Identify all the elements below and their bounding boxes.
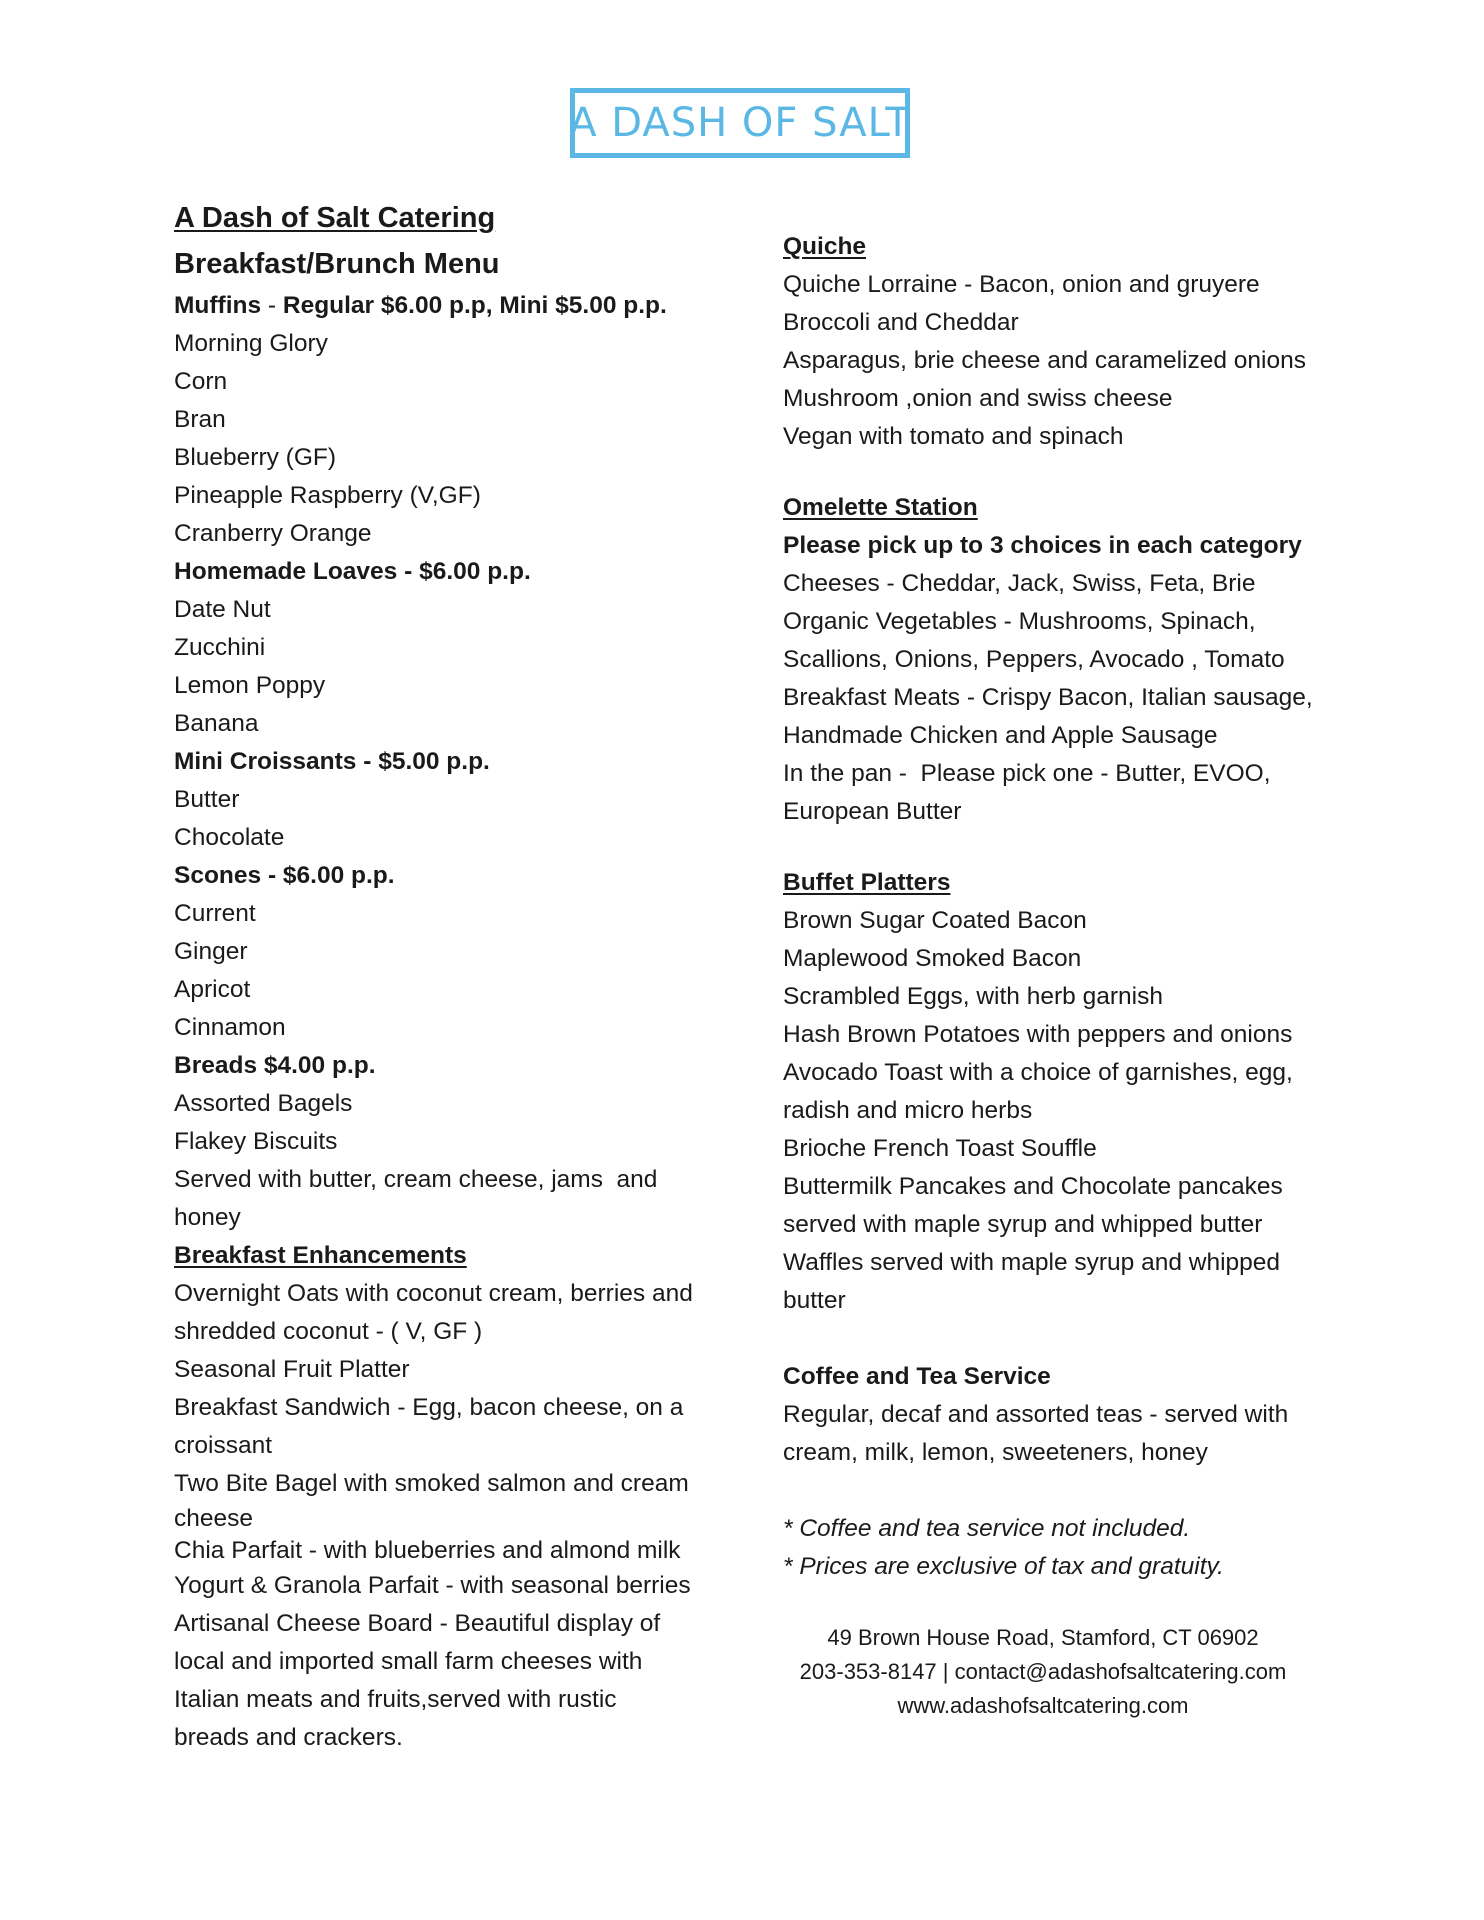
logo (570, 88, 910, 158)
list-item: Brioche French Toast Souffle (783, 1135, 1097, 1162)
list-item: Handmade Chicken and Apple Sausage (783, 722, 1218, 749)
loaves-heading: Homemade Loaves - $6.00 p.p. (174, 558, 531, 585)
list-item: Overnight Oats with coconut cream, berries and (174, 1280, 693, 1307)
list-item: Vegan with tomato and spinach (783, 423, 1124, 450)
breads-heading: Breads $4.00 p.p. (174, 1052, 376, 1079)
list-item: Flakey Biscuits (174, 1128, 338, 1155)
list-item: cheese (174, 1505, 254, 1532)
list-item: In the pan - Please pick one - Butter, EVOO, (783, 760, 1271, 787)
scones-heading: Scones - $6.00 p.p. (174, 862, 395, 889)
list-item: local and imported small farm cheeses with (174, 1648, 643, 1675)
muffins-heading-price: Regular $6.00 p.p, Mini $5.00 p.p. (282, 292, 667, 319)
platters-heading: Buffet Platters (783, 869, 951, 896)
list-item: Chocolate (174, 824, 285, 851)
coffee-description: Regular, decaf and assorted teas - served with (783, 1401, 1289, 1428)
list-item: Cranberry Orange (174, 520, 372, 547)
list-item: Pineapple Raspberry (V,GF) (174, 482, 481, 509)
list-item: butter (783, 1287, 846, 1314)
list-item: Buttermilk Pancakes and Chocolate pancakes (783, 1173, 1283, 1200)
address: 49 Brown House Road, Stamford, CT 06902 (827, 1625, 1259, 1650)
logo-text: A DASH OF SALT (569, 100, 911, 146)
list-item: Organic Vegetables - Mushrooms, Spinach, (783, 608, 1256, 635)
list-item: Apricot (174, 976, 251, 1003)
quiche-heading: Quiche (783, 233, 867, 260)
contact-block (783, 1621, 1303, 1723)
left-column (174, 195, 714, 1757)
list-item: Butter (174, 786, 240, 813)
list-item: Ginger (174, 938, 248, 965)
list-item: Lemon Poppy (174, 672, 326, 699)
list-item: Blueberry (GF) (174, 444, 337, 471)
list-item: Date Nut (174, 596, 271, 623)
page-title: A Dash of Salt Catering (174, 202, 496, 234)
list-item: Brown Sugar Coated Bacon (783, 907, 1087, 934)
list-item: radish and micro herbs (783, 1097, 1033, 1124)
list-item: Mushroom ,onion and swiss cheese (783, 385, 1173, 412)
list-item: Scrambled Eggs, with herb garnish (783, 983, 1163, 1010)
list-item: breads and crackers. (174, 1724, 403, 1751)
right-column (783, 228, 1343, 1586)
list-item: Quiche Lorraine - Bacon, onion and gruyere (783, 271, 1260, 298)
list-item: Italian meats and fruits,served with rustic (174, 1686, 617, 1713)
list-item: Zucchini (174, 634, 266, 661)
coffee-heading: Coffee and Tea Service (783, 1363, 1051, 1390)
list-item: Assorted Bagels (174, 1090, 353, 1117)
list-item: Breakfast Meats - Crispy Bacon, Italian sausage, (783, 684, 1313, 711)
list-item: Morning Glory (174, 330, 328, 357)
muffins-heading (174, 287, 714, 325)
list-item: Scallions, Onions, Peppers, Avocado , Tomato (783, 646, 1285, 673)
list-item: served with maple syrup and whipped butter (783, 1211, 1263, 1238)
breads-note: honey (174, 1204, 241, 1231)
omelette-subheading: Please pick up to 3 choices in each category (783, 532, 1302, 559)
list-item: Chia Parfait - with blueberries and almond milk (174, 1537, 681, 1564)
footnote: * Prices are exclusive of tax and gratuity. (783, 1553, 1224, 1580)
list-item: Waffles served with maple syrup and whipped (783, 1249, 1281, 1276)
list-item: Maplewood Smoked Bacon (783, 945, 1082, 972)
list-item: shredded coconut - ( V, GF ) (174, 1318, 483, 1345)
website: www.adashofsaltcatering.com (897, 1693, 1189, 1718)
list-item: Avocado Toast with a choice of garnishes, egg, (783, 1059, 1293, 1086)
list-item: croissant (174, 1432, 273, 1459)
list-item: Broccoli and Cheddar (783, 309, 1019, 336)
list-item: Hash Brown Potatoes with peppers and onions (783, 1021, 1293, 1048)
muffins-heading-name: Muffins (174, 292, 262, 319)
list-item: Cheeses - Cheddar, Jack, Swiss, Feta, Brie (783, 570, 1256, 597)
list-item: Artisanal Cheese Board - Beautiful display of (174, 1610, 661, 1637)
footnote: * Coffee and tea service not included. (783, 1515, 1191, 1542)
list-item: Bran (174, 406, 226, 433)
menu-subtitle: Breakfast/Brunch Menu (174, 248, 500, 280)
list-item: Corn (174, 368, 228, 395)
list-item: Seasonal Fruit Platter (174, 1356, 410, 1383)
muffins-heading-sep: - (261, 292, 283, 319)
list-item: Banana (174, 710, 259, 737)
coffee-description: cream, milk, lemon, sweeteners, honey (783, 1439, 1208, 1466)
croissants-heading: Mini Croissants - $5.00 p.p. (174, 748, 490, 775)
enhancements-heading: Breakfast Enhancements (174, 1242, 467, 1269)
list-item: Two Bite Bagel with smoked salmon and cream (174, 1470, 689, 1497)
list-item: Cinnamon (174, 1014, 286, 1041)
omelette-heading: Omelette Station (783, 494, 978, 521)
breads-note: Served with butter, cream cheese, jams and (174, 1166, 658, 1193)
list-item: European Butter (783, 798, 962, 825)
phone-email: 203-353-8147 | contact@adashofsaltcatering.com (799, 1659, 1287, 1684)
list-item: Current (174, 900, 256, 927)
list-item: Breakfast Sandwich - Egg, bacon cheese, on a (174, 1394, 684, 1421)
list-item: Asparagus, brie cheese and caramelized onions (783, 347, 1306, 374)
list-item: Yogurt & Granola Parfait - with seasonal berries (174, 1572, 691, 1599)
